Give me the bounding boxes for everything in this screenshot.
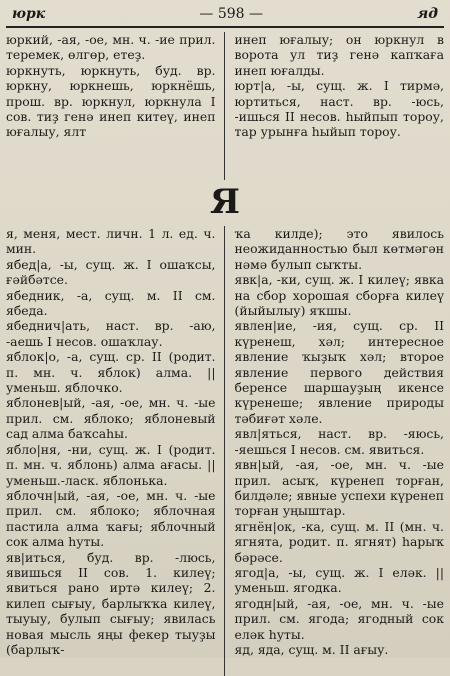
entry: юрт|а, -ы, сущ. ж. I тирмә, юртиться, наст. вр. -юсь, -ишься II несов. һыйпып тороу, тар урынға һыйып тороу. bbox=[234, 78, 444, 140]
entry: ябло|ня, -ни, сущ. ж. I (родит. п. мн. ч. яблонь) алма ағасы. || уменьш.-ласк. яблонька. bbox=[6, 441, 216, 488]
section-letter: Я bbox=[210, 182, 240, 222]
entry: яв|иться, буд. вр. -люсь, явишься II сов. 1. килеү; явиться рано иртә килеү; 2. килеп сығыу, барлыҡҡа килеү, тыуыу, булып сығыу; явилась новая мысль яңы фекер тыуҙы (барлыҡ- bbox=[6, 549, 216, 657]
entry: яблок|о, -а, сущ. ср. II (родит. п. мн. ч. яблок) алма. || уменьш. яблочко. bbox=[6, 349, 216, 396]
entry: ябед|а, -ы, сущ. ж. I ошаҡсы, ғәйбәтсе. bbox=[6, 256, 216, 288]
entry: яд, яда, сущ. м. II ағыу. bbox=[234, 641, 389, 657]
entry: я, меня, мест. личн. 1 л. ед. ч. мин. bbox=[6, 226, 216, 257]
bottom-section bbox=[6, 226, 444, 676]
page-number: — 598 — bbox=[199, 6, 264, 22]
entry: юркнуть, юркнуть, буд. вр. юркну, юркнешь, юркнёшь, прош. вр. юркнул, юркнула I сов. тиҙ генә инеп китеү, инеп юғалыу, ялт bbox=[6, 62, 216, 140]
entry: ягнён|ок, -ка, сущ. м. II (мн. ч. ягнята, родит. п. ягнят) һарыҡ бәрәсе. bbox=[234, 518, 444, 565]
top-left-column bbox=[6, 32, 225, 180]
entry: явл|яться, наст. вр. -яюсь, -яешься I несов. см. явиться. bbox=[234, 426, 444, 457]
header-left-headword: юрк bbox=[12, 6, 46, 22]
entry: явлен|ие, -ия, сущ. ср. II күренеш, хәл; интересное явление ҡыҙыҡ хәл; второе явление первого действия беренсе шаршауҙың икенсе күренеше; явление природы тәбиғәт хәле. bbox=[234, 318, 444, 426]
entry: явк|а, -ки, сущ. ж. I килеү; явка на сбор хорошая сборға килеү (йыйылыу) яҡшы. bbox=[234, 272, 444, 319]
entry: юркий, -ая, -ое, мн. ч. -ие прил. теремек, өлгөр, етеҙ. bbox=[6, 32, 216, 63]
header-right-headword: яд bbox=[417, 6, 438, 22]
page-header bbox=[6, 6, 444, 24]
top-right-column bbox=[225, 32, 445, 180]
entry: ябеднич|ать, наст. вр. -аю, -аешь I несов. ошаҡлау. bbox=[6, 318, 216, 349]
bottom-left-column bbox=[6, 226, 225, 676]
top-section bbox=[6, 32, 444, 180]
entry: инеп юғалыу; он юркнул в ворота ул тиҙ генә капҡаға инеп юғалды. bbox=[234, 32, 444, 78]
entry: яблочн|ый, -ая, -ое, мн. ч. -ые прил. см. яблоко; яблочная пастила алма ҡағы; яблочный сок алма һуты. bbox=[6, 487, 216, 550]
entry: явн|ый, -ая, -ое, мн. ч. -ые прил. асыҡ, күренеп торған, билдәле; явные успехи күренеп торған уңыштар. bbox=[234, 457, 444, 519]
entry: ягодн|ый, -ая, -ое, мн. ч. -ые прил. см. ягода; ягодный сок еләк һуты. bbox=[234, 595, 444, 642]
header-rule bbox=[6, 26, 444, 28]
bottom-right-column bbox=[225, 226, 445, 676]
entry: ҡа килде); это явилось неожиданностью был көтмәгән нәмә булып сыҡты. bbox=[234, 226, 444, 272]
entry: яблонев|ый, -ая, -ое, мн. ч. -ые прил. см. яблоко; яблоневый сад алма баҡсаһы. bbox=[6, 395, 216, 442]
entry: ябедник, -а, сущ. м. II см. ябеда. bbox=[6, 287, 216, 319]
entry: ягод|а, -ы, сущ. ж. I еләк. || уменьш. ягодка. bbox=[234, 564, 444, 596]
